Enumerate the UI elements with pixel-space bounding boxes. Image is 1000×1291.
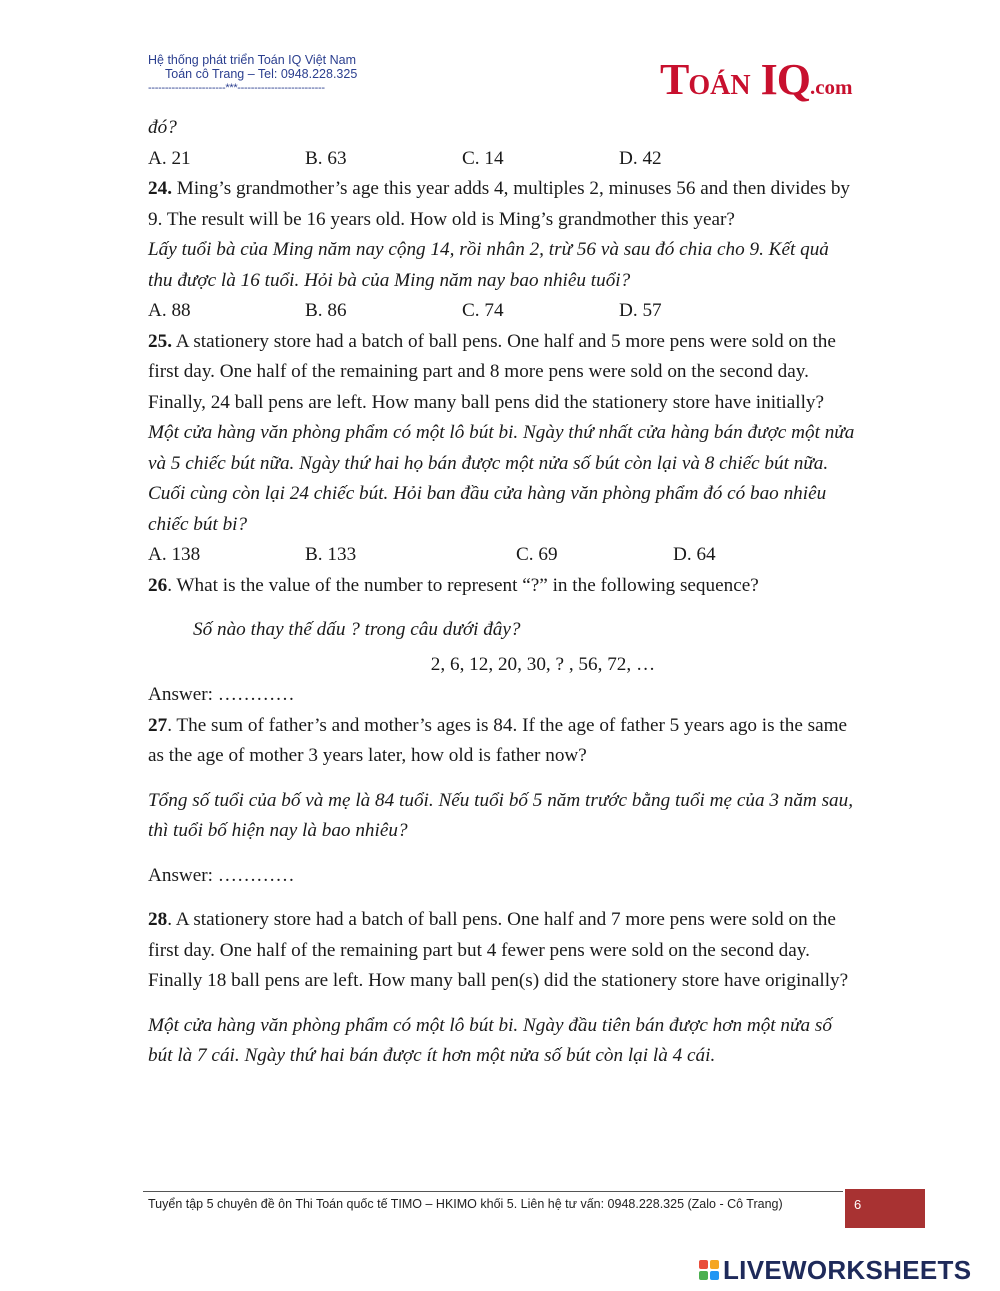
option: D. 57 (619, 300, 662, 321)
option: D. 42 (619, 147, 662, 169)
q23-options (148, 144, 858, 175)
footer-divider (143, 1191, 843, 1192)
footer-text: Tuyển tập 5 chuyên đề ôn Thi Toán quốc tế TIMO – HKIMO khối 5. Liên hệ tư vấn: 0948.228.325 (Zalo - Cô Trang) (148, 1197, 783, 1211)
question-en: . A stationery store had a batch of ball pens. One half and 7 more pens were sold on the first day. One half of the remaining part but 4 fewer pens were sold on the second day. Finally 18 ball pens are left. How many ball pen(s) did the stationery store have originally? (148, 909, 849, 991)
header-info (148, 53, 357, 95)
q27-question-vi: Tổng số tuổi của bố và mẹ là 84 tuổi. Nếu tuổi bố 5 năm trước bằng tuổi mẹ của 3 năm sau, thì tuổi bố hiện nay là bao nhiêu? (148, 789, 854, 841)
option: C. 14 (462, 147, 504, 169)
question-number: 27 (148, 714, 168, 736)
q27-question (148, 711, 858, 772)
question-number: 26 (148, 574, 168, 596)
worksheet-content (148, 113, 858, 1072)
q28-question-vi: Một cửa hàng văn phòng phẩm có một lô bút bi. Ngày đầu tiên bán được hơn một nửa số bút là 7 cái. Ngày thứ hai bán được ít hơn một nửa số bút còn lại là 4 cái. (148, 1014, 832, 1066)
option: A. 138 (148, 544, 201, 565)
option: C. 74 (462, 300, 504, 321)
q27-answer[interactable]: Answer: ………… (148, 864, 295, 886)
question-number: 24. (148, 178, 172, 199)
q28-question (148, 905, 858, 997)
q26-answer[interactable]: Answer: ………… (148, 684, 295, 705)
q25-options (148, 540, 858, 571)
liveworksheets-wordmark: LIVEWORKSHEETS (723, 1254, 972, 1285)
q24-question (148, 174, 858, 235)
question-en: A stationery store had a batch of ball pens. One half and 5 more pens were sold on the first day. One half of the remaining part and 8 more pens were sold on the second day. Finally, 24 ball pens are left. How many ball pens did the stationery store have initially? (148, 330, 836, 413)
question-en: . The sum of father’s and mother’s ages is 84. If the age of father 5 years ago is the same as the age of mother 3 years later, how old is father now? (148, 714, 848, 766)
option: B. 86 (305, 300, 347, 321)
question-number: 25. (148, 330, 172, 352)
logo-square (710, 1271, 719, 1280)
liveworksheets-logo-icon (699, 1260, 719, 1280)
header-org: Hệ thống phát triển Toán IQ Việt Nam (148, 53, 356, 67)
logo-square (699, 1271, 708, 1280)
question-en: . What is the value of the number to represent “?” in the following sequence? (167, 574, 759, 596)
page-number-box (845, 1189, 925, 1228)
option: C. 69 (516, 544, 558, 565)
option: A. 88 (148, 300, 191, 321)
q23-tail: đó? (148, 117, 177, 138)
option: B. 133 (305, 544, 357, 565)
liveworksheets-watermark (699, 1255, 971, 1285)
question-en: Ming’s grandmother’s age this year adds 4, multiples 2, minuses 56 and then divides by 9. The result will be 16 years old. How old is Ming’s grandmother this year? (148, 178, 851, 230)
option: D. 64 (673, 544, 716, 565)
toaniq-logo: TOÁN IQ.com (660, 55, 853, 104)
q25-question (148, 327, 858, 419)
option: A. 21 (148, 147, 191, 169)
q25-question-vi: Một cửa hàng văn phòng phẩm có một lô bút bi. Ngày thứ nhất cửa hàng bán được một nửa và 5 chiếc bút nữa. Ngày thứ hai họ bán được một nửa số bút còn lại và 8 chiếc bút nữa. Cuối cùng còn lại 24 chiếc bút. Hỏi ban đầu cửa hàng văn phòng phẩm đó có bao nhiêu chiếc bút bi? (148, 422, 855, 535)
q26-sequence: 2, 6, 12, 20, 30, ? , 56, 72, … (430, 653, 656, 675)
header-contact: Toán cô Trang – Tel: 0948.228.325 (165, 67, 358, 81)
page-number: 6 (854, 1197, 862, 1212)
logo-square (710, 1260, 719, 1269)
q24-options (148, 296, 858, 327)
option: B. 63 (305, 147, 347, 169)
question-number: 28 (148, 909, 168, 930)
logo-square (699, 1260, 708, 1269)
q26-question (148, 571, 858, 602)
q24-question-vi: Lấy tuổi bà của Ming năm nay cộng 14, rồi nhân 2, trừ 56 và sau đó chia cho 9. Kết quả thu được là 16 tuổi. Hỏi bà của Ming năm nay bao nhiêu tuổi? (148, 239, 829, 291)
header-divider: -----------------------***-------------------------- (148, 82, 325, 94)
q26-question-vi: Số nào thay thế dấu ? trong câu dưới đây? (193, 619, 521, 640)
